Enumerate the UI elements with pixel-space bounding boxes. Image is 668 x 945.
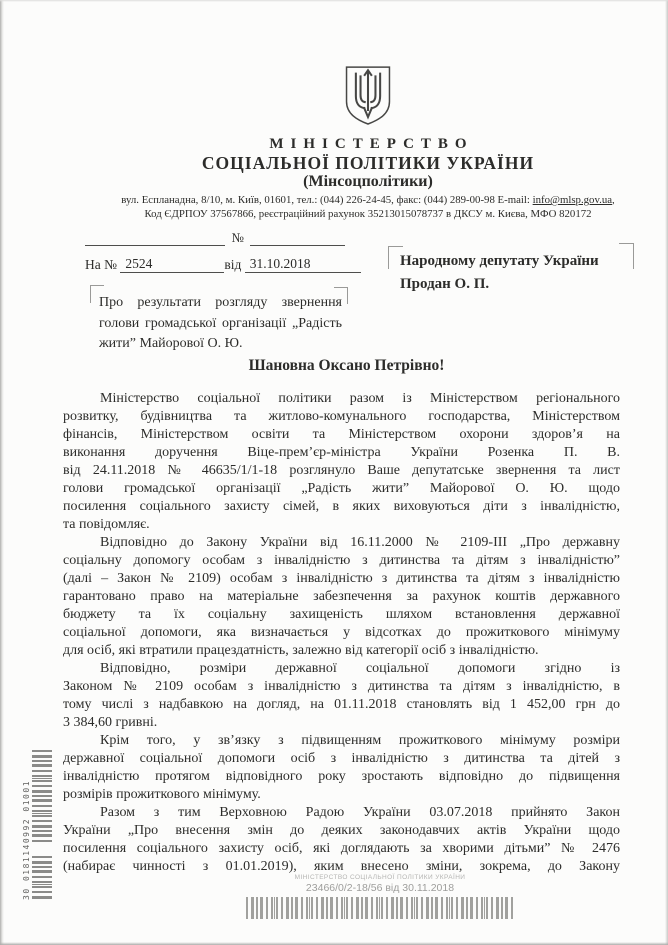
letterhead-registration: Код ЄДРПОУ 37567866, реєстраційний рахунок 35213015078737 в ДКСУ м. Києва, МФО 820172 (144, 208, 592, 220)
body-line: Міністерство соціальної політики разом із Міністерством регіонального (100, 391, 620, 406)
body-line: гарантовано право на матеріальне забезпечення за рахунок коштів державного (63, 589, 620, 604)
body-line: посилення соціального захисту сімей, в яких виховуються діти з інвалідністю, (63, 499, 620, 514)
body-line: Відповідно до Закону України від 16.11.2000 № 2109-ІІІ „Про державну (100, 535, 620, 550)
subject-line: Про результати розгляду звернення (99, 295, 342, 310)
body-line: голови громадської організації „Радість жити” Майорової О. Ю. щодо (63, 481, 620, 496)
letter-body (63, 390, 620, 876)
addressee-name: Продан О. П. (400, 275, 490, 292)
outgoing-number-blank (250, 232, 345, 246)
side-barcode-segment-1 (32, 750, 52, 842)
reply-reference-line (85, 256, 361, 273)
email-text: info@mlsp.gov.ua (532, 194, 613, 206)
body-line: розвитку, будівництва та житлово-комунального господарства, Міністерством (63, 409, 620, 424)
body-line: (далі – Закон № 2109) особам з інвалідністю з дитинства та дітям з інвалідністю (63, 571, 620, 586)
body-line: для осіб, які втратили працездатність, залежно від категорії осіб з інвалідністю. (63, 643, 539, 658)
body-line: від 24.11.2018 № 46635/1/1-18 розглянуло Ваше депутатське звернення та лист (63, 463, 620, 478)
reply-number: 2524 (120, 256, 224, 273)
scan-edge-left (0, 0, 4, 945)
body-line: соціальної допомоги, яка визначається у відсотках до прожиткового мінімуму (63, 625, 620, 640)
side-barcode-bars (32, 750, 52, 900)
body-line: виконання доручення Віце-прем’єр-міністра України Розенка П. В. (63, 445, 620, 460)
body-line: тому числі з надбавкою на догляд, на 01.11.2018 становлять від 1 452,00 грн до (63, 697, 620, 712)
body-line: бюджету та їх соціальну захищеність шляхом встановлення державної (63, 607, 620, 622)
registration-barcode (246, 897, 514, 919)
addressee-block (400, 250, 635, 295)
registration-stamp (180, 874, 580, 919)
reply-date: 31.10.2018 (245, 256, 361, 273)
body-line: соціальну допомогу особам з інвалідністю з дитинства та дітям з інвалідністю” (63, 553, 620, 568)
body-line: фінансів, Міністерством освіти та Міністерством охорони здоров’я на (63, 427, 620, 442)
ministry-short-name: (Мінсоцполітики) (303, 173, 433, 190)
body-line: 3 384,60 гривні. (63, 715, 158, 730)
body-line: України „Про внесення змін до деяких законодавчих актів України щодо (63, 823, 620, 838)
body-line: Законом № 2109 особам з інвалідністю з дитинства та дітям з інвалідністю, в (63, 679, 620, 694)
body-line: посилення соціального захисту осіб, які доглядають за хворими дітьми” № 2476 (63, 841, 620, 856)
addressee-title: Народному депутату України (400, 253, 599, 269)
side-barcode (20, 750, 54, 906)
stamp-org-name: МІНІСТЕРСТВО СОЦІАЛЬНОЇ ПОЛІТИКИ УКРАЇНИ (294, 874, 466, 881)
body-line: Разом з тим Верховною Радою України 03.07.2018 прийнято Закон (100, 805, 620, 820)
subject-block (99, 293, 342, 355)
address-comma: , (612, 194, 615, 206)
ukraine-trident-icon (340, 64, 396, 128)
side-barcode-number: 30 0181140992 01001 (22, 779, 31, 900)
body-line: державної соціальної допомоги осіб з інвалідністю з дитинства та дітей з (63, 751, 620, 766)
address-phone-fax: вул. Еспланадна, 8/10, м. Київ, 01601, тел.: (044) 226-24-45, факс: (044) 289-00-98 E-mail: (121, 194, 533, 206)
reply-date-label: від (224, 257, 242, 272)
body-line: та повідомляє. (63, 517, 150, 532)
salutation: Шановна Оксано Петрівно! (248, 357, 445, 374)
letterhead-contacts (58, 194, 668, 206)
reply-label: На № (85, 257, 117, 272)
body-line: інвалідністю протягом відповідного року зростають відповідно до підвищення (63, 769, 620, 784)
stamp-reference-number: 23466/0/2-18/56 від 30.11.2018 (305, 882, 455, 894)
body-line: (набирає чинності з 01.01.2019), яким внесено зміни, зокрема, до Закону (63, 859, 620, 874)
number-sign: № (231, 230, 244, 245)
ministry-title-2: СОЦІАЛЬНОЇ ПОЛІТИКИ УКРАЇНИ (201, 153, 535, 173)
body-line: Відповідно, розміри державної соціальної допомоги згідно із (100, 661, 620, 676)
body-line: розмірів прожиткового мінімуму. (63, 787, 261, 802)
scan-edge-top (0, 0, 668, 2)
subject-line: жити” Майорової О. Ю. (99, 336, 243, 351)
subject-line: голови громадської організації „Радість (99, 315, 342, 331)
outgoing-date-blank (85, 232, 225, 246)
outgoing-number-line (85, 230, 345, 246)
ministry-title: МІНІСТЕРСТВО (269, 136, 474, 152)
body-line: Крім того, у зв’язку з підвищенням прожиткового мінімуму розміри (100, 733, 620, 748)
side-barcode-segment-2 (32, 856, 52, 900)
